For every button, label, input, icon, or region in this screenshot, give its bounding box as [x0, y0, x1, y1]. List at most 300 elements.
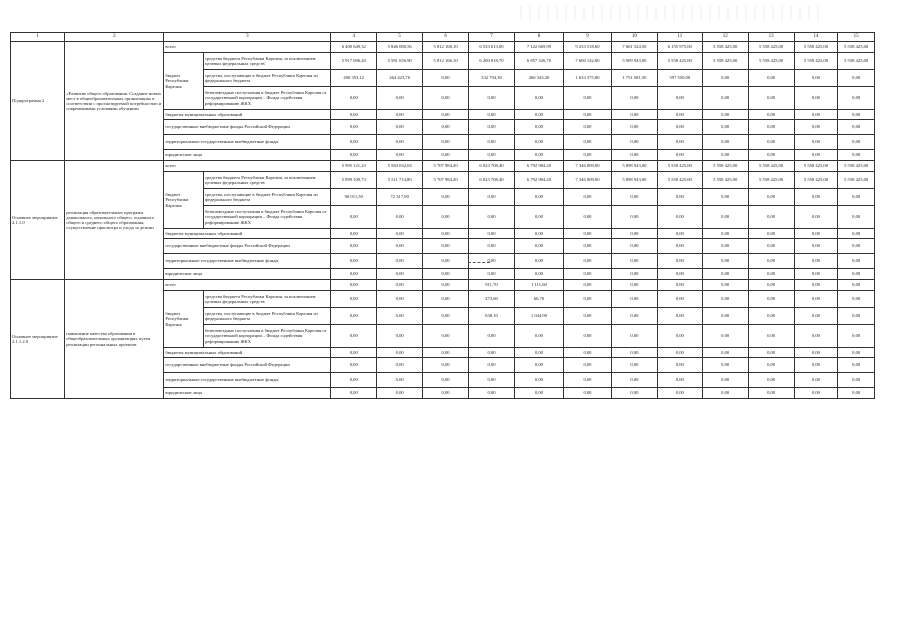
value-cell: 0,00 [514, 388, 563, 399]
value-cell: 1 751 581,50 [611, 70, 657, 87]
value-cell: 0,00 [611, 373, 657, 388]
source-label-cell: средства, поступающие в бюджет Республики Карелия из федерального бюджета [204, 189, 331, 206]
value-cell: 0,00 [331, 269, 377, 280]
value-cell: 0,00 [657, 348, 702, 358]
value-cell: 0,00 [423, 229, 469, 239]
value-cell: 0,00 [469, 229, 515, 239]
value-cell: 0,00 [657, 189, 702, 206]
value-cell: 5 558 425,00 [794, 161, 838, 172]
value-cell: 0,00 [748, 373, 794, 388]
value-cell: 0,00 [838, 150, 875, 161]
source-label-cell: территориальные государственные внебюджетные фонды [164, 135, 331, 150]
value-cell: 0,00 [794, 87, 838, 110]
value-cell: 0,00 [748, 239, 794, 254]
value-cell: 5 812 166,10 [423, 53, 469, 70]
value-cell: 7 122 669,99 [514, 42, 563, 53]
table-row [11, 161, 875, 172]
source-label-cell: средства, поступающие в бюджет Республики Карелия из федерального бюджета [204, 308, 331, 325]
value-cell: 0,00 [838, 87, 875, 110]
value-cell: 0,00 [702, 239, 748, 254]
value-cell: 0,00 [702, 70, 748, 87]
value-cell: 0,00 [748, 388, 794, 399]
table-row [11, 42, 875, 53]
value-cell: 5 558 425,00 [702, 53, 748, 70]
header-cell: 10 [611, 33, 657, 42]
value-cell: 0,00 [563, 206, 611, 229]
value-cell: 0,00 [331, 239, 377, 254]
value-cell: 0,00 [423, 189, 469, 206]
value-cell: 0,00 [611, 87, 657, 110]
header-cell: 6 [423, 33, 469, 42]
value-cell: 0,00 [377, 348, 423, 358]
budget-rk-label: бюджет Республики Карелия [164, 172, 204, 229]
value-cell: 0,00 [748, 269, 794, 280]
value-cell: 5 558 425,00 [794, 42, 838, 53]
value-cell: 5 558 425,00 [794, 172, 838, 189]
value-cell: 0,00 [702, 280, 748, 291]
source-label-cell: территориальные государственные внебюджетные фонды [164, 373, 331, 388]
value-cell: 0,00 [794, 239, 838, 254]
value-cell: 0,00 [469, 239, 515, 254]
value-cell: 0,00 [331, 325, 377, 348]
value-cell: 0,00 [794, 325, 838, 348]
budget-rk-label: бюджет Республики Карелия [164, 53, 204, 110]
source-label-cell: юридические лица [164, 269, 331, 280]
value-cell: 6 023 708,40 [469, 161, 515, 172]
value-cell: 0,00 [423, 120, 469, 135]
value-cell: 0,00 [514, 150, 563, 161]
value-cell: 0,00 [423, 280, 469, 291]
value-cell: 0,00 [702, 120, 748, 135]
value-cell: 0,00 [331, 254, 377, 269]
value-cell: 0,00 [563, 348, 611, 358]
value-cell: 0,00 [423, 269, 469, 280]
value-cell: 96 011,50 [331, 189, 377, 206]
value-cell: 0,00 [748, 87, 794, 110]
dash-mark [468, 262, 490, 263]
value-cell: 7 346 809,00 [563, 172, 611, 189]
source-label-cell: средства бюджета Республики Карелия, за исключением целевых федеральных средств [204, 172, 331, 189]
source-label-cell: всего [164, 280, 331, 291]
value-cell: 0,00 [423, 70, 469, 87]
value-cell: 5 812 168,10 [423, 42, 469, 53]
source-label-cell: территориальные государственные внебюджетные фонды [164, 254, 331, 269]
value-cell: 0,00 [514, 206, 563, 229]
value-cell: 0,00 [423, 254, 469, 269]
value-cell: 0,00 [611, 120, 657, 135]
header-cell: 4 [331, 33, 377, 42]
value-cell: 6 792 984,20 [514, 172, 563, 189]
value-cell: 0,00 [838, 239, 875, 254]
value-cell: 0,00 [748, 280, 794, 291]
value-cell: 0,00 [657, 254, 702, 269]
source-label-cell: средства, поступающие в бюджет Республики Карелия из федерального бюджета [204, 70, 331, 87]
value-cell: 0,00 [563, 358, 611, 373]
value-cell: 0,00 [611, 110, 657, 120]
value-cell: 0,00 [838, 358, 875, 373]
value-cell: 0,00 [794, 120, 838, 135]
value-cell: 0,00 [514, 229, 563, 239]
value-cell: 0,00 [657, 291, 702, 308]
source-label-cell: всего [164, 42, 331, 53]
value-cell: 0,00 [702, 87, 748, 110]
value-cell: 5 899 109,73 [331, 172, 377, 189]
value-cell: 0,00 [748, 206, 794, 229]
value-cell: 0,00 [377, 120, 423, 135]
value-cell: 6 200 818,70 [469, 53, 515, 70]
value-cell: 5 558 425,00 [657, 161, 702, 172]
value-cell: 0,00 [838, 70, 875, 87]
value-cell: 0,00 [748, 120, 794, 135]
value-cell: 0,00 [563, 189, 611, 206]
value-cell: 638,10 [469, 308, 515, 325]
value-cell: 0,00 [611, 254, 657, 269]
value-cell: 0,00 [794, 110, 838, 120]
value-cell: 5 558 425,00 [657, 53, 702, 70]
value-cell: 0,00 [377, 269, 423, 280]
source-label-cell: безвозмездные поступления в бюджет Республики Карелия от государственной корпорации – Фонда содействия реформированию ЖКХ [204, 87, 331, 110]
value-cell: 1 111,60 [514, 280, 563, 291]
value-cell: 0,00 [838, 291, 875, 308]
value-cell: 0,00 [702, 269, 748, 280]
value-cell: 0,00 [838, 280, 875, 291]
value-cell: 0,00 [377, 325, 423, 348]
value-cell: 0,00 [331, 150, 377, 161]
value-cell: 0,00 [514, 269, 563, 280]
value-cell: 0,00 [423, 87, 469, 110]
value-cell: 0,00 [331, 135, 377, 150]
value-cell: 0,00 [611, 150, 657, 161]
value-cell: 0,00 [838, 325, 875, 348]
value-cell: 0,00 [748, 150, 794, 161]
value-cell: 0,00 [377, 280, 423, 291]
group-name-cell: Основное мероприятие 2.1.1.2.0 [11, 280, 65, 399]
value-cell: 0,00 [563, 87, 611, 110]
value-cell: 0,00 [423, 150, 469, 161]
value-cell: 0,00 [794, 388, 838, 399]
value-cell: 0,00 [702, 110, 748, 120]
value-cell: 0,00 [611, 269, 657, 280]
value-cell: 0,00 [748, 291, 794, 308]
value-cell: 0,00 [377, 388, 423, 399]
value-cell: 0,00 [469, 388, 515, 399]
value-cell: 0,00 [423, 291, 469, 308]
value-cell: 0,00 [794, 358, 838, 373]
value-cell: 0,00 [469, 87, 515, 110]
header-cell: 15 [838, 33, 875, 42]
value-cell: 5 558 425,00 [748, 172, 794, 189]
header-cell: 2 [65, 33, 164, 42]
value-cell: 0,00 [611, 291, 657, 308]
value-cell: 6 155 975,00 [657, 42, 702, 53]
value-cell: 0,00 [657, 239, 702, 254]
value-cell: 0,00 [611, 189, 657, 206]
value-cell: 0,00 [423, 325, 469, 348]
value-cell: 6 857 326,70 [514, 53, 563, 70]
value-cell: 0,00 [331, 348, 377, 358]
value-cell: 0,00 [514, 325, 563, 348]
value-cell: 0,00 [794, 291, 838, 308]
header-cell: 9 [563, 33, 611, 42]
value-cell: 0,00 [702, 348, 748, 358]
value-cell: 0,00 [514, 239, 563, 254]
value-cell: 0,00 [838, 229, 875, 239]
value-cell: 0,00 [611, 388, 657, 399]
value-cell: 0,00 [514, 110, 563, 120]
value-cell: 0,00 [469, 325, 515, 348]
value-cell: 0,00 [748, 189, 794, 206]
value-cell: 0,00 [423, 388, 469, 399]
value-cell: 0,00 [377, 373, 423, 388]
budget-rk-label: бюджет Республики Карелия [164, 291, 204, 348]
value-cell: 0,00 [748, 70, 794, 87]
header-row [11, 33, 875, 42]
value-cell: 332 794,30 [469, 70, 515, 87]
value-cell: 0,00 [657, 229, 702, 239]
value-cell: 490 353,12 [331, 70, 377, 87]
value-cell: 0,00 [377, 239, 423, 254]
value-cell: 7 661 524,50 [611, 42, 657, 53]
value-cell: 0,00 [423, 239, 469, 254]
value-cell: 0,00 [377, 308, 423, 325]
value-cell: 0,00 [611, 348, 657, 358]
value-cell: 5 707 984,20 [423, 172, 469, 189]
value-cell: 5 511 714,80 [377, 172, 423, 189]
source-label-cell: средства бюджета Республики Карелия, за исключением целевых федеральных средств [204, 291, 331, 308]
value-cell: 0,00 [611, 325, 657, 348]
value-cell: 0,00 [377, 254, 423, 269]
value-cell: 0,00 [702, 206, 748, 229]
value-cell: 0,00 [563, 135, 611, 150]
value-cell: 5 558 425,00 [702, 42, 748, 53]
value-cell: 66,70 [514, 291, 563, 308]
value-cell: 0,00 [377, 135, 423, 150]
value-cell: 911,70 [469, 280, 515, 291]
value-cell: 5 707 984,20 [423, 161, 469, 172]
source-label-cell: государственные внебюджетные фонды Российской Федерации [164, 120, 331, 135]
value-cell: 0,00 [838, 388, 875, 399]
value-cell: 0,00 [838, 110, 875, 120]
value-cell: 5 558 425,00 [702, 161, 748, 172]
value-cell: 0,00 [423, 308, 469, 325]
value-cell: 0,00 [469, 120, 515, 135]
value-cell: 0,00 [657, 373, 702, 388]
value-cell: 5 558 425,00 [838, 42, 875, 53]
value-cell: 7 600 142,80 [563, 53, 611, 70]
value-cell: 0,00 [657, 120, 702, 135]
value-cell: 0,00 [748, 254, 794, 269]
value-cell: 0,00 [748, 308, 794, 325]
value-cell: 5 558 425,00 [794, 53, 838, 70]
value-cell: 0,00 [331, 373, 377, 388]
value-cell: 0,00 [838, 206, 875, 229]
value-cell: 264 423,76 [377, 70, 423, 87]
value-cell: 0,00 [657, 269, 702, 280]
source-label-cell: юридические лица [164, 150, 331, 161]
value-cell: 0,00 [423, 110, 469, 120]
value-cell: 5 558 425,00 [838, 172, 875, 189]
header-cell: 5 [377, 33, 423, 42]
value-cell: 0,00 [838, 120, 875, 135]
value-cell: 0,00 [563, 308, 611, 325]
value-cell: 0,00 [838, 189, 875, 206]
value-cell: 0,00 [794, 269, 838, 280]
value-cell: 0,00 [377, 206, 423, 229]
value-cell: 0,00 [611, 308, 657, 325]
value-cell: 7 346 809,00 [563, 161, 611, 172]
value-cell: 0,00 [794, 373, 838, 388]
value-cell: 0,00 [469, 110, 515, 120]
value-cell: 0,00 [469, 150, 515, 161]
value-cell: 0,00 [657, 150, 702, 161]
value-cell: 0,00 [563, 280, 611, 291]
value-cell: 0,00 [748, 358, 794, 373]
value-cell: 5 909 943,00 [611, 53, 657, 70]
value-cell: 0,00 [331, 291, 377, 308]
value-cell: 0,00 [702, 388, 748, 399]
header-cell: 12 [702, 33, 748, 42]
value-cell: 0,00 [563, 291, 611, 308]
value-cell: 72 317,80 [377, 189, 423, 206]
value-cell: 0,00 [563, 229, 611, 239]
value-cell: 5 995 121,23 [331, 161, 377, 172]
group-desc-cell: повышение качества образования в общеобразовательных организациях путем реализации региональных проектов [65, 280, 164, 399]
value-cell: 0,00 [794, 348, 838, 358]
value-cell: 0,00 [838, 254, 875, 269]
value-cell: 0,00 [794, 206, 838, 229]
value-cell: 0,00 [702, 135, 748, 150]
value-cell: 0,00 [657, 325, 702, 348]
header-cell: 11 [657, 33, 702, 42]
group-desc-cell: реализация образовательных программ дошкольного, начального общего, основного общего и среднего общего образования, осуществление присмотра и ухода за детьми [65, 161, 164, 280]
value-cell: 0,00 [331, 110, 377, 120]
value-cell: 0,00 [563, 150, 611, 161]
value-cell: 0,00 [469, 189, 515, 206]
value-cell: 0,00 [331, 229, 377, 239]
value-cell: 9 233 518,60 [563, 42, 611, 53]
value-cell: 0,00 [657, 206, 702, 229]
value-cell: 0,00 [611, 229, 657, 239]
value-cell: 0,00 [514, 254, 563, 269]
header-cell: 8 [514, 33, 563, 42]
value-cell: 0,00 [469, 206, 515, 229]
source-label-cell: государственные внебюджетные фонды Российской Федерации [164, 358, 331, 373]
value-cell: 0,00 [377, 150, 423, 161]
value-cell: 1 044,90 [514, 308, 563, 325]
value-cell: 0,00 [514, 373, 563, 388]
value-cell: 6 792 984,20 [514, 161, 563, 172]
value-cell: 0,00 [611, 135, 657, 150]
scan-artifact [520, 6, 820, 20]
value-cell: 0,00 [702, 254, 748, 269]
value-cell: 0,00 [611, 358, 657, 373]
value-cell: 273,60 [469, 291, 515, 308]
value-cell: 5 558 425,00 [838, 53, 875, 70]
value-cell: 5 581 656,90 [377, 53, 423, 70]
value-cell: 597 550,00 [657, 70, 702, 87]
value-cell: 0,00 [702, 325, 748, 348]
value-cell: 0,00 [331, 308, 377, 325]
value-cell: 0,00 [657, 308, 702, 325]
value-cell: 0,00 [377, 291, 423, 308]
value-cell: 0,00 [377, 87, 423, 110]
value-cell: 0,00 [469, 254, 515, 269]
value-cell: 6 533 613,00 [469, 42, 515, 53]
header-cell: 3 [164, 33, 331, 42]
value-cell: 0,00 [702, 358, 748, 373]
value-cell: 0,00 [657, 358, 702, 373]
value-cell: 0,00 [657, 388, 702, 399]
value-cell: 0,00 [377, 110, 423, 120]
value-cell: 0,00 [423, 348, 469, 358]
value-cell: 0,00 [838, 269, 875, 280]
value-cell: 5 917 696,20 [331, 53, 377, 70]
value-cell: 0,00 [469, 135, 515, 150]
value-cell: 0,00 [702, 308, 748, 325]
value-cell: 0,00 [331, 87, 377, 110]
value-cell: 0,00 [514, 189, 563, 206]
value-cell: 0,00 [563, 373, 611, 388]
value-cell: 0,00 [514, 348, 563, 358]
value-cell: 266 343,20 [514, 70, 563, 87]
value-cell: 0,00 [377, 358, 423, 373]
source-label-cell: бюджеты муниципальных образований [164, 110, 331, 120]
value-cell: 5 584 032,04 [377, 161, 423, 172]
value-cell: 0,00 [794, 280, 838, 291]
value-cell: 0,00 [423, 135, 469, 150]
value-cell: 0,00 [657, 135, 702, 150]
value-cell: 0,00 [657, 280, 702, 291]
value-cell: 0,00 [563, 110, 611, 120]
value-cell: 0,00 [748, 325, 794, 348]
header-cell: 1 [11, 33, 65, 42]
header-cell: 13 [748, 33, 794, 42]
source-label-cell: бюджеты муниципальных образований [164, 229, 331, 239]
value-cell: 0,00 [702, 373, 748, 388]
value-cell: 6 400 649,32 [331, 42, 377, 53]
value-cell: 0,00 [702, 189, 748, 206]
value-cell: 0,00 [514, 135, 563, 150]
value-cell: 5 558 425,00 [702, 172, 748, 189]
source-label-cell: средства бюджета Республики Карелия, за исключением целевых федеральных средств [204, 53, 331, 70]
source-label-cell: безвозмездные поступления в бюджет Республики Карелия от государственной корпорации – Фонда содействия реформированию ЖКХ [204, 206, 331, 229]
value-cell: 0,00 [423, 373, 469, 388]
group-desc-cell: «Развитие общего образования. Создание новых мест в общеобразовательных организациях в соответствии с прогнозируемой потребностью и современными условиями обучения» [65, 42, 164, 161]
source-label-cell: безвозмездные поступления в бюджет Республики Карелия от государственной корпорации – Фонда содействия реформированию ЖКХ [204, 325, 331, 348]
value-cell: 1 633 375,80 [563, 70, 611, 87]
value-cell: 5 558 425,00 [748, 42, 794, 53]
value-cell: 0,00 [611, 280, 657, 291]
value-cell: 0,00 [657, 110, 702, 120]
value-cell: 0,00 [563, 239, 611, 254]
value-cell: 0,00 [331, 206, 377, 229]
value-cell: 0,00 [748, 110, 794, 120]
value-cell: 0,00 [702, 291, 748, 308]
value-cell: 0,00 [563, 120, 611, 135]
value-cell: 0,00 [702, 150, 748, 161]
value-cell: 0,00 [838, 373, 875, 388]
value-cell: 0,00 [563, 325, 611, 348]
value-cell: 0,00 [838, 135, 875, 150]
value-cell: 0,00 [469, 269, 515, 280]
value-cell: 0,00 [563, 254, 611, 269]
value-cell: 5 558 425,00 [748, 161, 794, 172]
table-row [11, 280, 875, 291]
value-cell: 0,00 [748, 348, 794, 358]
value-cell: 0,00 [611, 206, 657, 229]
value-cell: 0,00 [794, 229, 838, 239]
value-cell: 0,00 [794, 70, 838, 87]
